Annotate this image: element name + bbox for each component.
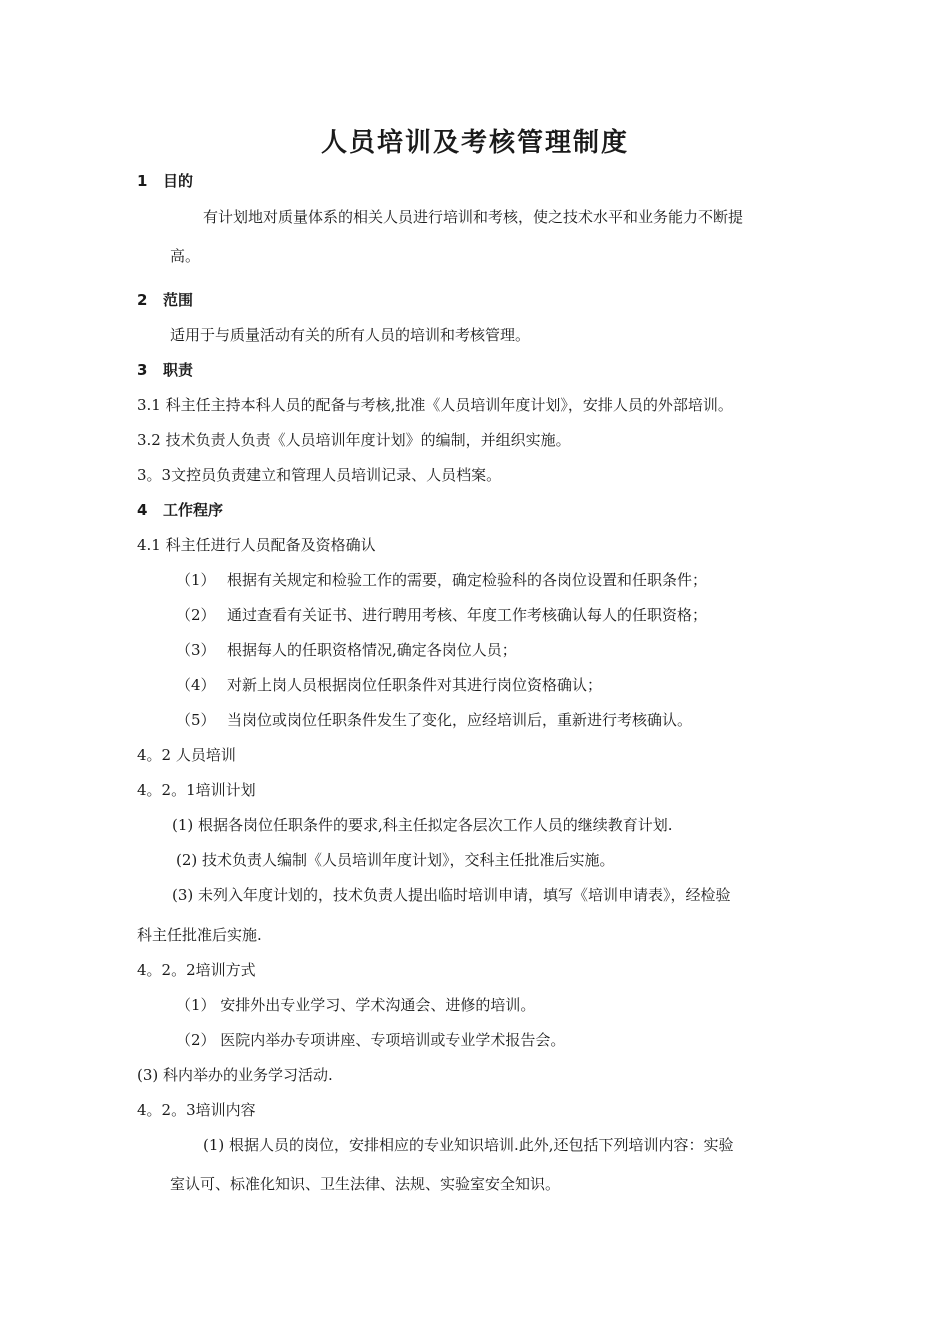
list-item-number: （5） — [176, 711, 216, 729]
section-1-number: 1 — [137, 172, 148, 190]
section-3-item: 3。3文控员负责建立和管理人员培训记录、人员档案。 — [137, 466, 502, 484]
list-item-text: 根据每人的任职资格情况,确定各岗位人员； — [227, 641, 517, 659]
section-3-item: 3.2 技术负责人负责《人员培训年度计划》的编制，并组织实施。 — [137, 431, 571, 449]
section-1-heading — [137, 172, 193, 190]
list-item-number: （4） — [176, 676, 216, 694]
training-method-item: （1） 安排外出专业学习、学术沟通会、进修的培训。 — [176, 996, 536, 1014]
training-method-heading: 4。2。2培训方式 — [137, 961, 256, 979]
list-item-text: 当岗位或岗位任职条件发生了变化，应经培训后，重新进行考核确认。 — [227, 711, 693, 729]
subsection-4-2-heading: 4。2 人员培训 — [137, 746, 236, 764]
training-content-item-continued: 室认可、标准化知识、卫生法律、法规、实验室安全知识。 — [170, 1175, 561, 1193]
document-title: 人员培训及考核管理制度 — [320, 128, 629, 158]
training-plan-item: (1) 根据各岗位任职条件的要求,科主任拟定各层次工作人员的继续教育计划. — [172, 816, 673, 834]
section-4-title: 工作程序 — [163, 501, 224, 519]
training-method-item: （2） 医院内举办专项讲座、专项培训或专业学术报告会。 — [176, 1031, 566, 1049]
section-4-number: 4 — [137, 501, 148, 519]
training-plan-item: (2) 技术负责人编制《人员培训年度计划》，交科主任批准后实施。 — [176, 851, 615, 869]
section-2-number: 2 — [137, 291, 148, 309]
section-1-title: 目的 — [163, 172, 194, 190]
section-3-number: 3 — [137, 361, 148, 379]
training-method-item: (3) 科内举办的业务学习活动. — [137, 1066, 333, 1084]
training-content-item: (1) 根据人员的岗位，安排相应的专业知识培训.此外,还包括下列培训内容：实验 — [203, 1136, 734, 1154]
section-3-title: 职责 — [163, 361, 194, 379]
training-content-heading: 4。2。3培训内容 — [137, 1101, 256, 1119]
training-plan-heading: 4。2。1培训计划 — [137, 781, 256, 799]
list-item-text: 根据有关规定和检验工作的需要，确定检验科的各岗位设置和任职条件； — [227, 571, 708, 589]
training-plan-item: (3) 未列入年度计划的，技术负责人提出临时培训申请，填写《培训申请表》，经检验 — [172, 886, 731, 904]
list-item-number: （1） — [176, 571, 216, 589]
section-2-heading — [137, 291, 193, 309]
list-item-text: 通过查看有关证书、进行聘用考核、年度工作考核确认每人的任职资格； — [227, 606, 708, 624]
section-3-heading — [137, 361, 193, 379]
training-plan-item-continued: 科主任批准后实施. — [137, 926, 262, 944]
section-1-paragraph-line-1: 有计划地对质量体系的相关人员进行培训和考核，使之技术水平和业务能力不断提 — [203, 208, 744, 226]
section-1-paragraph-line-2: 高。 — [170, 247, 201, 265]
list-item-number: （2） — [176, 606, 216, 624]
section-2-title: 范围 — [163, 291, 194, 309]
subsection-4-1-heading: 4.1 科主任进行人员配备及资格确认 — [137, 536, 376, 554]
section-2-paragraph: 适用于与质量活动有关的所有人员的培训和考核管理。 — [170, 326, 531, 344]
list-item-text: 对新上岗人员根据岗位任职条件对其进行岗位资格确认； — [227, 676, 603, 694]
list-item-number: （3） — [176, 641, 216, 659]
section-3-item: 3.1 科主任主持本科人员的配备与考核,批准《人员培训年度计划》，安排人员的外部培训。 — [137, 396, 733, 414]
section-4-heading — [137, 501, 223, 519]
